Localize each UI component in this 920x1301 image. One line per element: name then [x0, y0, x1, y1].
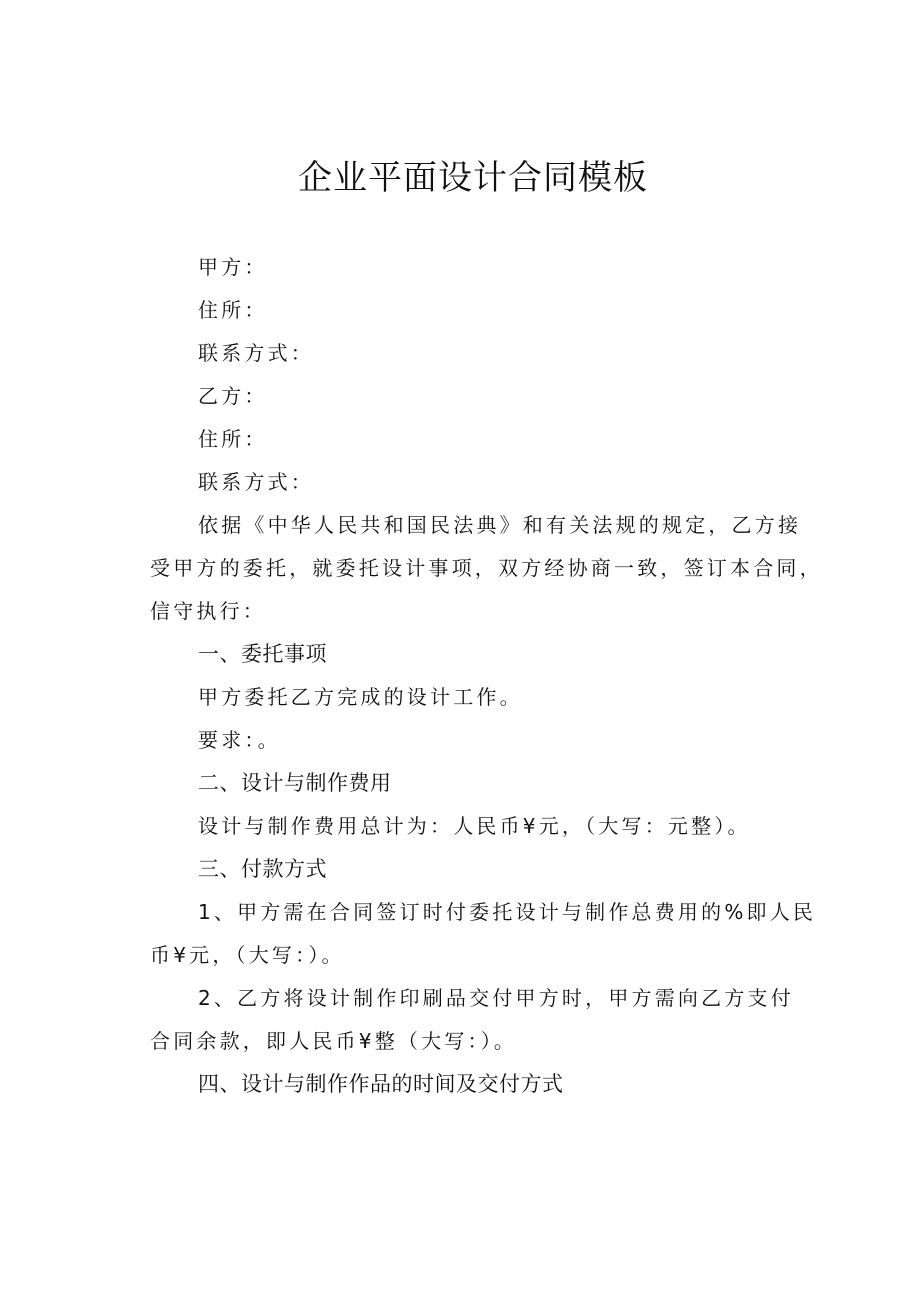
- section-3-item-2-line-1: 2、乙方将设计制作印刷品交付甲方时，甲方需向乙方支付: [198, 986, 794, 1010]
- party-a-address-label: 住所：: [198, 298, 268, 322]
- section-3-heading: 三、付款方式: [198, 857, 327, 881]
- party-b-contact-label: 联系方式：: [198, 470, 314, 494]
- section-1-heading: 一、委托事项: [198, 642, 327, 666]
- section-2-line-1: 设计与制作费用总计为：人民币¥元，（大写：元整）。: [198, 814, 751, 838]
- section-2-heading: 二、设计与制作费用: [198, 771, 392, 795]
- party-b-label: 乙方：: [198, 384, 268, 408]
- party-a-contact-label: 联系方式：: [198, 341, 314, 365]
- section-1-line-1: 甲方委托乙方完成的设计工作。: [198, 685, 523, 709]
- preamble-line-1: 依据《中华人民共和国民法典》和有关法规的规定，乙方接: [198, 513, 802, 537]
- preamble-line-3: 信守执行：: [150, 599, 266, 623]
- party-a-label: 甲方：: [198, 255, 268, 279]
- section-3-item-1-line-1: 1、甲方需在合同签订时付委托设计与制作总费用的%即人民: [198, 900, 817, 924]
- section-1-line-2: 要求：。: [198, 728, 281, 752]
- section-3-item-2-line-2: 合同余款，即人民币¥整（大写：）。: [150, 1029, 518, 1053]
- section-4-heading: 四、设计与制作作品的时间及交付方式: [198, 1072, 564, 1096]
- preamble-line-2: 受甲方的委托，就委托设计事项，双方经协商一致，签订本合同，: [150, 556, 823, 580]
- section-3-item-1-line-2: 币¥元，（大写：）。: [150, 943, 345, 967]
- party-b-address-label: 住所：: [198, 427, 268, 451]
- document-title: 企业平面设计合同模板: [298, 158, 648, 198]
